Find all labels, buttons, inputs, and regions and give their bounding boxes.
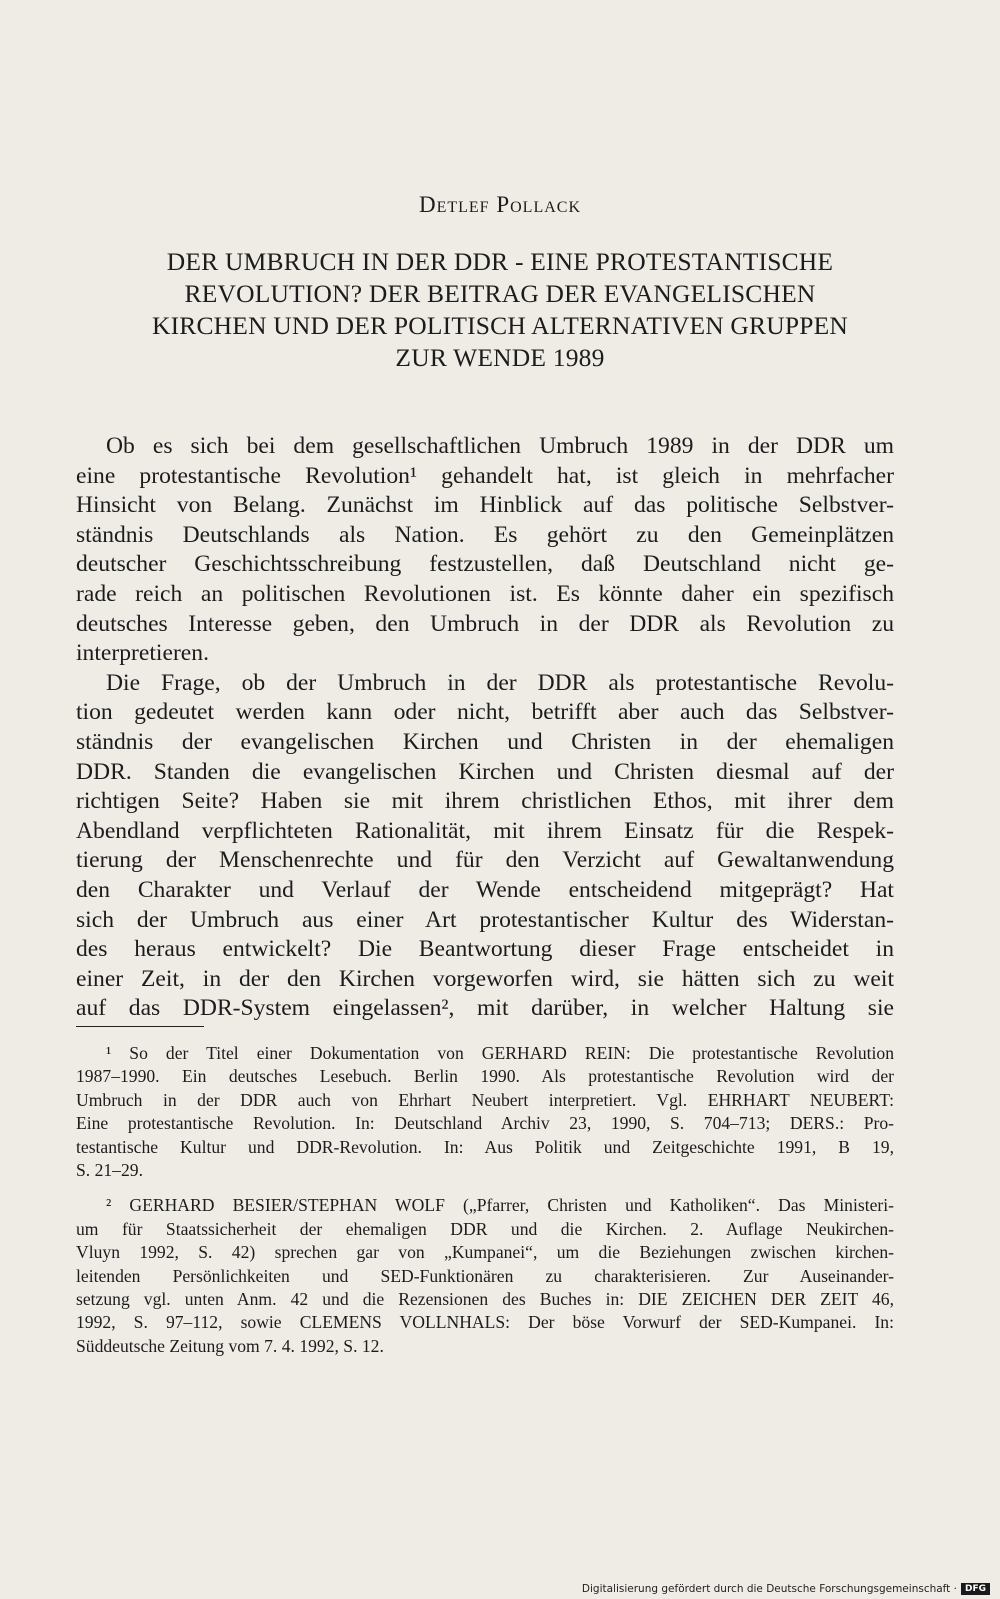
text-line: Ob es sich bei dem gesellschaftlichen Umbruch 1989 in der DDR um xyxy=(106,433,894,459)
footnote-line: Eine protestantische Revolution. In: Deutschland Archiv 23, 1990, S. 704–713; DERS.: Pro- xyxy=(76,1113,894,1134)
digitization-footer xyxy=(582,1583,990,1595)
footnote-line: Süddeutsche Zeitung vom 7. 4. 1992, S. 12. xyxy=(76,1335,384,1356)
text-line: deutsches Interesse geben, den Umbruch in der DDR als Revolution zu xyxy=(76,610,894,637)
text-line: tierung der Menschenrechte und für den Verzicht auf Gewaltanwendung xyxy=(76,847,894,874)
text-line: den Charakter und Verlauf der Wende entscheidend mitgeprägt? Hat xyxy=(76,876,894,903)
footnote-line: Umbruch in der DDR auch von Ehrhart Neubert interpretiert. Vgl. EHRHART NEUBERT: xyxy=(76,1089,894,1110)
footnote-line: leitenden Persönlichkeiten und SED-Funktionären zu charakterisieren. Zur Auseinander- xyxy=(76,1265,894,1286)
paragraph-2 xyxy=(76,669,894,1024)
paragraph-1 xyxy=(76,432,894,669)
text-line: richtigen Seite? Haben sie mit ihrem christlichen Ethos, mit ihrer dem xyxy=(76,788,894,815)
text-line: tion gedeutet werden kann oder nicht, betrifft aber auch das Selbstver- xyxy=(76,699,894,726)
text-line: DDR. Standen die evangelischen Kirchen und Christen diesmal auf der xyxy=(76,758,894,785)
footer-text: Digitalisierung gefördert durch die Deutsche Forschungsgemeinschaft · xyxy=(581,1583,957,1595)
text-line: ständnis Deutschlands als Nation. Es gehört zu den Gemeinplätzen xyxy=(76,521,894,548)
footnote-line: S. 21–29. xyxy=(76,1159,143,1180)
footnote-line: 1987–1990. Ein deutsches Lesebuch. Berlin 1990. Als protestantische Revolution wird der xyxy=(76,1066,894,1087)
dfg-logo-icon: DFG xyxy=(961,1583,990,1595)
footnote-line: Vluyn 1992, S. 42) sprechen gar von „Kumpanei“, um die Beziehungen zwischen kirchen- xyxy=(76,1242,894,1263)
text-line: Abendland verpflichteten Rationalität, mit ihrem Einsatz für die Respek- xyxy=(76,817,894,844)
footnote-line: setzung vgl. unten Anm. 42 und die Rezensionen des Buches in: DIE ZEICHEN DER ZEIT 46, xyxy=(76,1288,894,1309)
body-text xyxy=(76,432,894,1024)
text-line: sich der Umbruch aus einer Art protestantischer Kultur des Widerstan- xyxy=(76,906,894,933)
text-line: rade reich an politischen Revolutionen ist. Es könnte daher ein spezifisch xyxy=(76,580,894,607)
footnote-line: um für Staatssicherheit der ehemaligen DDR und die Kirchen. 2. Auflage Neukirchen- xyxy=(76,1218,894,1239)
footnote-2 xyxy=(76,1194,894,1358)
text-line: eine protestantische Revolution¹ gehandelt hat, ist gleich in mehrfacher xyxy=(76,462,894,489)
text-line: des heraus entwickelt? Die Beantwortung dieser Frage entscheidet in xyxy=(76,936,894,963)
footnote-line: ² GERHARD BESIER/STEPHAN WOLF („Pfarrer, Christen und Katholiken“. Das Ministeri- xyxy=(106,1195,894,1216)
footnote-line: testantische Kultur und DDR-Revolution. In: Aus Politik und Zeitgeschichte 1991, B 19, xyxy=(76,1136,894,1157)
footnote-line: 1992, S. 97–112, sowie CLEMENS VOLLNHALS: Der böse Vorwurf der SED-Kumpanei. In: xyxy=(76,1312,894,1333)
title-line: KIRCHEN UND DER POLITISCH ALTERNATIVEN GRUPPEN xyxy=(151,311,849,340)
author-name: Detlef Pollack xyxy=(418,192,582,217)
text-line: interpretieren. xyxy=(76,640,209,667)
footnotes xyxy=(76,1042,894,1358)
footnote-1 xyxy=(76,1042,894,1182)
title-line: REVOLUTION? DER BEITRAG DER EVANGELISCHEN xyxy=(184,279,816,308)
title-line: ZUR WENDE 1989 xyxy=(395,343,605,372)
text-line: einer Zeit, in der den Kirchen vorgeworfen wird, sie hätten sich zu weit xyxy=(76,965,894,992)
footnote-line: ¹ So der Titel einer Dokumentation von GERHARD REIN: Die protestantische Revolution xyxy=(106,1043,894,1063)
text-line: ständnis der evangelischen Kirchen und Christen in der ehemaligen xyxy=(76,728,894,755)
text-line: deutscher Geschichtsschreibung festzustellen, daß Deutschland nicht ge- xyxy=(76,551,894,578)
text-line: auf das DDR-System eingelassen², mit darüber, in welcher Haltung sie xyxy=(76,995,894,1022)
footnote-divider xyxy=(76,1026,204,1027)
article-title xyxy=(0,246,1000,374)
text-line: Die Frage, ob der Umbruch in der DDR als protestantische Revolu- xyxy=(106,669,894,696)
text-line: Hinsicht von Belang. Zunächst im Hinblick auf das politische Selbstver- xyxy=(76,492,894,519)
title-line: DER UMBRUCH IN DER DDR - EINE PROTESTANTISCHE xyxy=(166,247,834,276)
